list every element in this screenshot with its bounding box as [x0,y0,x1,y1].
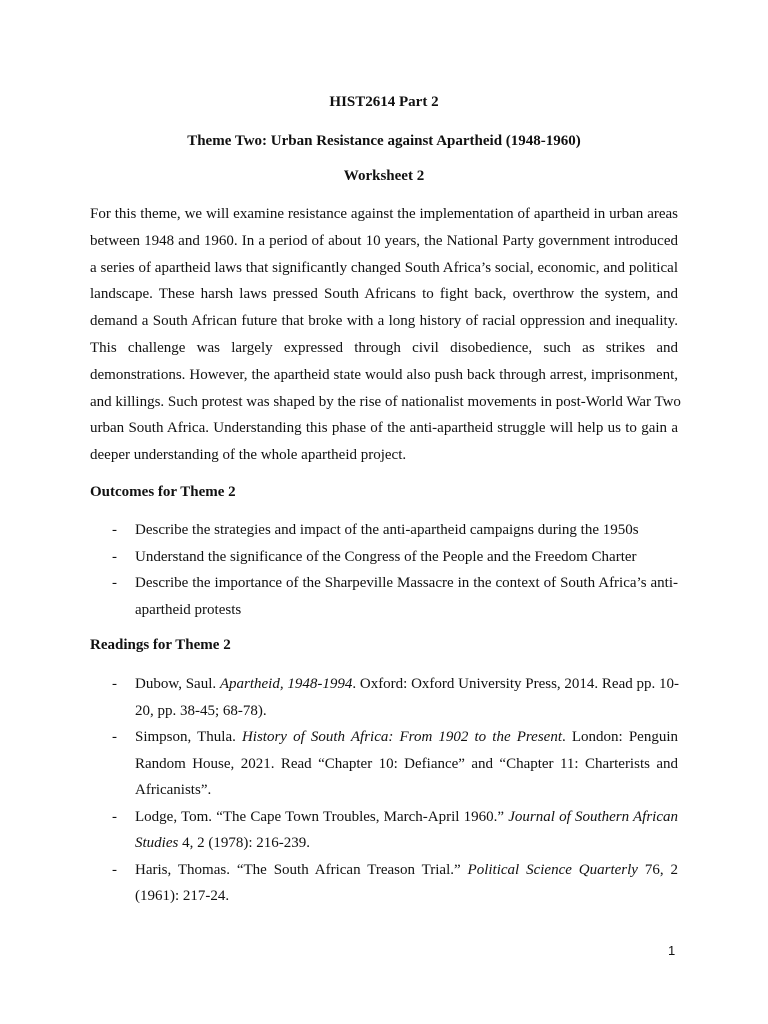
outcome-line: Understand the significance of the Congress of the People and the Freedom Charter [135,548,637,565]
dash-bullet: - [112,548,117,565]
intro-line: deeper understanding of the whole apartheid project. [90,447,407,464]
dash-bullet: - [112,729,117,745]
outcomes-heading: Outcomes for Theme 2 [90,484,236,500]
reading-line [135,857,678,884]
reading-text: Lodge, Tom. “The Cape Town Troubles, March-April 1960.” [135,808,509,825]
reading-line: Africanists”. [135,782,212,798]
list-item [90,570,678,623]
reading-title: History of South Africa: From 1902 to the Present [241,729,563,745]
list-item [90,804,678,857]
reading-text: 76, 2 [637,861,678,878]
course-title: HIST2614 Part 2 [329,94,439,110]
dash-bullet: - [112,522,117,538]
list-item [90,517,678,544]
intro-line: This challenge was largely expressed through civil disobedience, such as strikes and [90,339,678,356]
intro-line: urban South Africa. Understanding this phase of the anti-apartheid struggle will help us to gain a [90,420,678,437]
reading-line [135,724,678,751]
reading-line [135,671,678,698]
list-item [90,671,678,724]
outcome-line: Describe the importance of the Sharpeville Massacre in the context of South Africa’s anti- [135,575,678,591]
reading-text: . Oxford: Oxford University Press, 2014. Read pp. 10- [352,676,679,692]
reading-line: Random House, 2021. Read “Chapter 10: Defiance” and “Chapter 11: Charterists and [135,755,678,772]
theme-title: Theme Two: Urban Resistance against Apartheid (1948-1960) [187,133,581,149]
reading-line [135,830,678,857]
reading-line: 20, pp. 38-45; 68-78). [135,702,267,719]
reading-title: Journal of Southern African [508,808,679,825]
worksheet-title: Worksheet 2 [343,168,425,184]
dash-bullet: - [112,861,117,878]
reading-text: Simpson, Thula. [135,729,242,745]
intro-line: a series of apartheid laws that significantly changed South Africa’s social, economic, and political [90,259,678,276]
intro-line: between 1948 and 1960. In a period of about 10 years, the National Party government introduced [90,232,678,249]
reading-line [135,804,678,831]
intro-line: demand a South African future that broke with a long history of racial oppression and inequality. [90,313,678,330]
reading-text: 4, 2 (1978): 216-239. [178,835,310,851]
readings-heading: Readings for Theme 2 [90,637,231,653]
list-item [90,724,678,804]
outcomes-list [90,517,678,623]
reading-text: Dubow, Saul. [135,676,220,692]
intro-line: and killings. Such protest was shaped by the rise of nationalist movements in post-World War Two [90,393,681,410]
dash-bullet: - [112,808,117,825]
list-item [90,857,678,910]
readings-list [90,671,678,910]
intro-paragraph [90,201,681,469]
reading-title: Political Science Quarterly [467,861,638,878]
dash-bullet: - [112,676,117,692]
page-number: 1 [668,943,676,958]
intro-line: For this theme, we will examine resistance against the implementation of apartheid in urban areas [90,206,678,222]
outcome-line: apartheid protests [135,601,242,618]
intro-line: demonstrations. However, the apartheid state would also push back through arrest, imprisonment, [90,366,678,383]
reading-title: Apartheid, 1948-1994 [219,676,353,692]
reading-title: Studies [135,835,179,851]
list-item [90,544,678,571]
outcome-line: Describe the strategies and impact of the anti-apartheid campaigns during the 1950s [135,522,639,538]
dash-bullet: - [112,575,117,591]
intro-line: landscape. These harsh laws pressed South Africans to fight back, overthrow the system, and [90,286,678,303]
reading-text: Haris, Thomas. “The South African Treason Trial.” [135,861,468,878]
reading-line: (1961): 217-24. [135,888,230,904]
reading-text: . London: Penguin [562,729,679,745]
